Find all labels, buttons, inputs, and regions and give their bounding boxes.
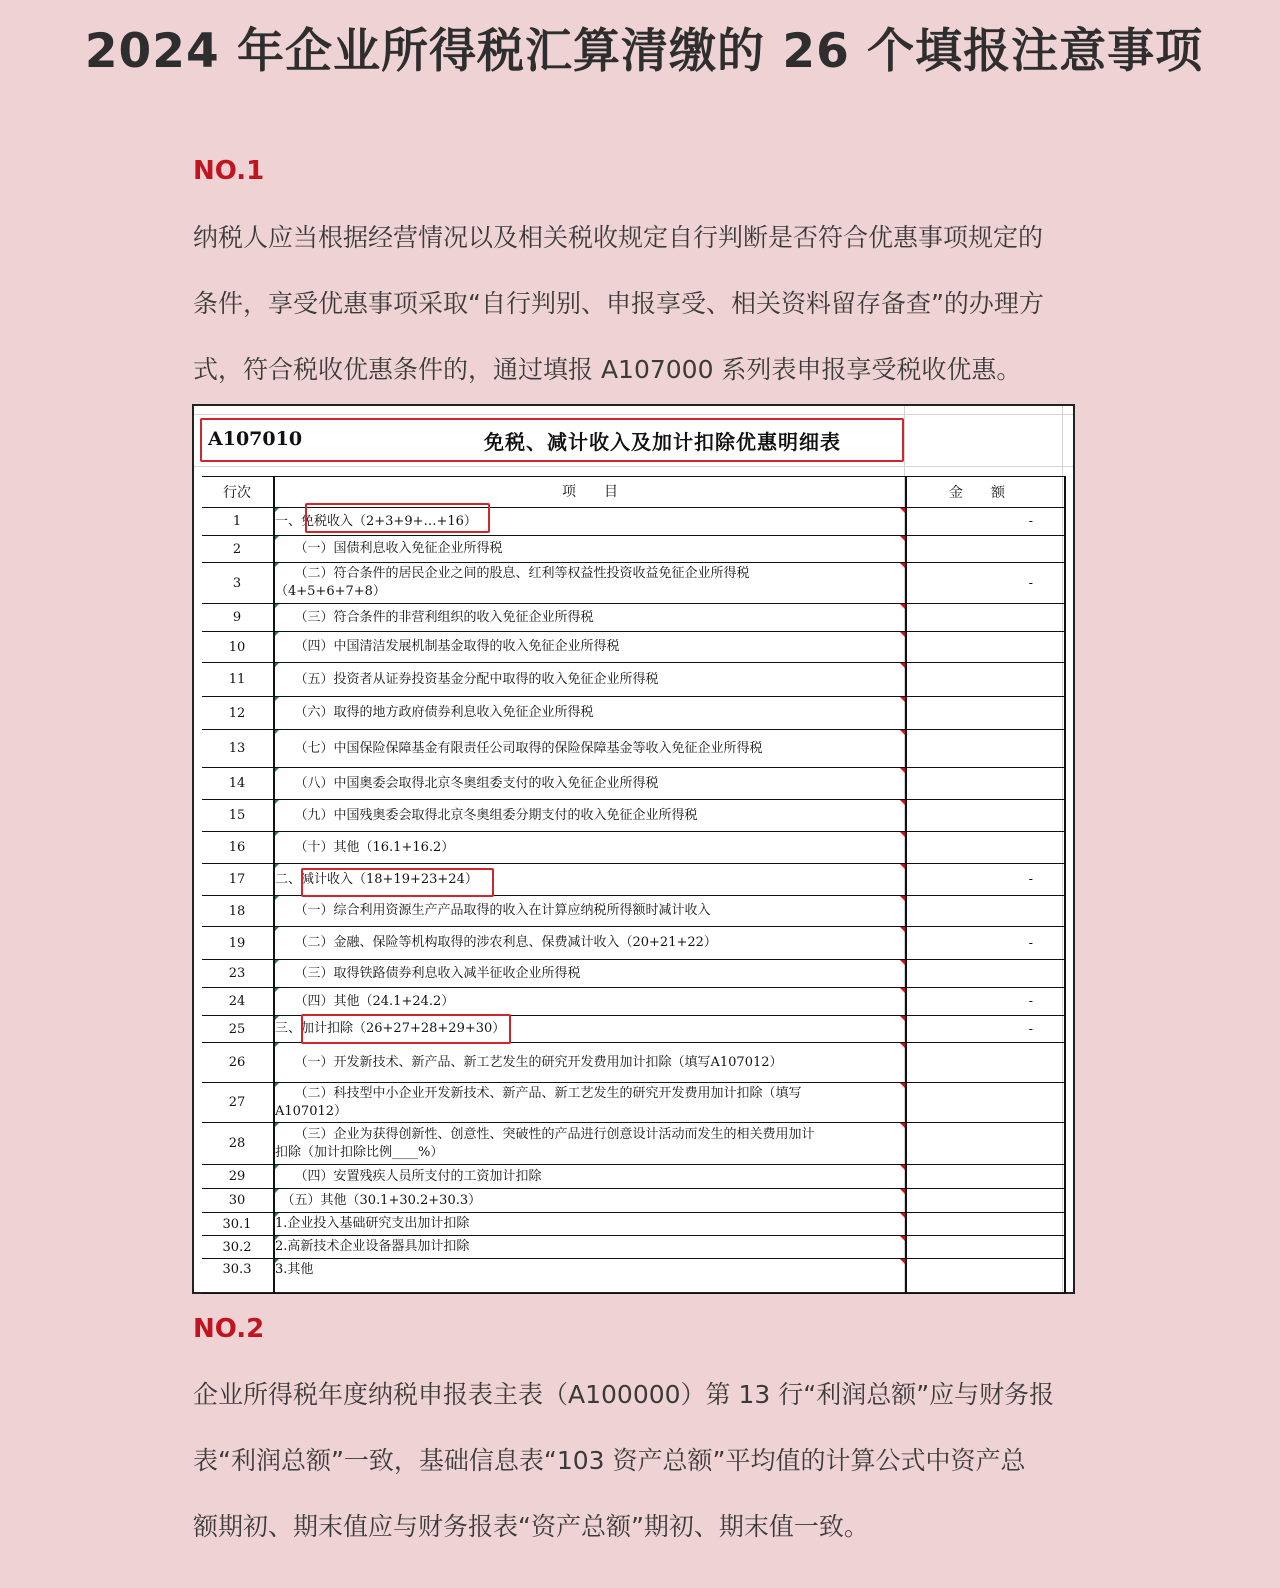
row-item: （四）中国清洁发展机制基金取得的收入免征企业所得税 (275, 639, 620, 654)
row-item: （二）符合条件的居民企业之间的股息、红利等权益性投资收益免征企业所得税 （4+5+6+7+8） (275, 566, 750, 599)
table-row (202, 1122, 1065, 1164)
cell-marker (274, 1083, 279, 1088)
row-item: （十）其他（16.1+16.2） (275, 839, 455, 855)
row-number: 11 (228, 672, 246, 687)
row-number: 9 (232, 610, 242, 625)
cell-marker (274, 508, 279, 513)
section-1-line: 条件，享受优惠事项采取“自行判别、申报享受、相关资料留存备查”的办理方 (193, 289, 1044, 318)
section-2-line: 额期初、期末值应与财务报表“资产总额”期初、期末值一致。 (193, 1512, 869, 1541)
table-row (202, 662, 1065, 696)
row-item: （一）开发新技术、新产品、新工艺发生的研究开发费用加计扣除（填写A107012） (275, 1054, 783, 1070)
row-number: 30 (228, 1193, 246, 1208)
cell-marker (274, 563, 279, 568)
table-row (202, 895, 1065, 926)
row-amount: - (1028, 872, 1033, 887)
table-row (202, 562, 1065, 603)
row-number: 24 (228, 994, 246, 1009)
row-number: 29 (228, 1169, 246, 1184)
row-item: （九）中国残奥委会取得北京冬奥组委分期支付的收入免征企业所得税 (275, 807, 698, 823)
row-amount (907, 663, 1047, 696)
row-amount (907, 1259, 1047, 1280)
row-number: 26 (228, 1055, 246, 1070)
cell-marker (274, 988, 279, 993)
row-number: 25 (228, 1021, 246, 1037)
cell-marker (274, 1236, 279, 1241)
row-amount (907, 730, 1047, 767)
header-row-number: 行次 (223, 485, 251, 501)
section-2-heading: NO.2 (193, 1314, 265, 1344)
row-item: 二、减计收入（18+19+23+24） (275, 871, 478, 887)
row-amount: - (1028, 1021, 1033, 1037)
row-amount (907, 832, 1047, 863)
table-row (202, 1258, 1065, 1280)
row-amount (907, 1213, 1047, 1235)
cell-marker (274, 604, 279, 609)
table-row (202, 1188, 1065, 1212)
table-row (202, 987, 1065, 1015)
row-number: 14 (228, 776, 246, 791)
page-title: 2024 年企业所得税汇算清缴的 26 个填报注意事项 (84, 24, 1204, 79)
table-row (202, 1042, 1065, 1082)
row-number: 3 (232, 575, 242, 591)
row-number: 2 (232, 541, 242, 557)
section-1-line: 纳税人应当根据经营情况以及相关税收规定自行判断是否符合优惠事项规定的 (193, 223, 1044, 252)
row-amount (907, 896, 1047, 926)
row-number: 30.2 (222, 1239, 252, 1255)
table-row (202, 1082, 1065, 1122)
row-item: （四）安置残疾人员所支付的工资加计扣除 (275, 1168, 542, 1184)
table-row (202, 1212, 1065, 1235)
cell-marker (274, 1189, 279, 1194)
table-row (202, 831, 1065, 863)
section-2-line: 企业所得税年度纳税申报表主表（A100000）第 13 行“利润总额”应与财务报 (193, 1380, 1055, 1409)
section-1-line: 式，符合税收优惠条件的，通过填报 A107000 系列表申报享受税收优惠。 (193, 355, 1022, 384)
row-number: 18 (228, 903, 246, 919)
row-amount (907, 768, 1047, 799)
cell-marker (274, 1016, 279, 1021)
row-item: （四）其他（24.1+24.2） (275, 993, 455, 1009)
row-number: 10 (228, 639, 246, 655)
row-number: 1 (232, 514, 242, 529)
row-amount (907, 1043, 1047, 1082)
row-item: 1.企业投入基础研究支出加计扣除 (275, 1216, 470, 1231)
row-amount (907, 536, 1047, 562)
header-item: 项 目 (562, 484, 618, 500)
row-amount: - (1028, 514, 1033, 529)
cell-marker (274, 730, 279, 735)
row-number: 28 (228, 1136, 246, 1151)
table-row (202, 729, 1065, 767)
cell-marker (274, 536, 279, 541)
row-amount (907, 1123, 1047, 1164)
row-item: 2.高新技术企业设备器具加计扣除 (275, 1239, 470, 1254)
table-row (202, 799, 1065, 831)
row-amount (907, 1165, 1047, 1188)
cell-marker (274, 1165, 279, 1170)
row-item: （三）取得铁路债券利息收入减半征收企业所得税 (275, 965, 581, 981)
row-amount (907, 800, 1047, 831)
row-number: 30.1 (222, 1216, 252, 1232)
table-row (202, 535, 1065, 562)
row-item: 一、免税收入（2+3+9+…+16） (275, 513, 477, 529)
form-name: 免税、减计收入及加计扣除优惠明细表 (484, 430, 841, 454)
row-amount (907, 1189, 1047, 1212)
row-item: 3.其他 (275, 1261, 314, 1277)
row-item: （八）中国奥委会取得北京冬奥组委支付的收入免征企业所得税 (275, 775, 659, 791)
form-code: A107010 (208, 428, 303, 450)
cell-marker (274, 1123, 279, 1128)
row-amount: - (1028, 575, 1033, 591)
row-amount (907, 604, 1047, 631)
cell-marker (274, 697, 279, 702)
row-item: （二）科技型中小企业开发新技术、新产品、新工艺发生的研究开发费用加计扣除（填写 A107012） (275, 1085, 802, 1119)
row-amount: - (1028, 994, 1033, 1009)
spreadsheet-screenshot (192, 404, 1075, 1294)
table-row (202, 959, 1065, 987)
cell-marker (274, 632, 279, 637)
table-row (202, 696, 1065, 729)
header-amount: 金 额 (949, 485, 1005, 501)
highlight-box-form-title (200, 418, 904, 462)
row-item: （五）其他（30.1+30.2+30.3） (275, 1192, 482, 1208)
row-number: 23 (228, 966, 246, 981)
row-amount (907, 1083, 1047, 1122)
row-item: （二）金融、保险等机构取得的涉农利息、保费减计收入（20+21+22） (275, 935, 717, 950)
row-number: 17 (228, 872, 246, 887)
cell-marker (274, 864, 279, 869)
row-amount (907, 960, 1047, 987)
section-1-heading: NO.1 (193, 156, 265, 186)
row-number: 27 (228, 1095, 246, 1110)
table-row (202, 767, 1065, 799)
row-item: 三、加计扣除（26+27+28+29+30） (275, 1021, 506, 1036)
section-1-paragraph (193, 205, 1088, 403)
cell-marker (274, 663, 279, 668)
section-2-line: 表“利润总额”一致，基础信息表“103 资产总额”平均值的计算公式中资产总 (193, 1446, 1026, 1475)
row-number: 19 (228, 935, 246, 951)
highlight-box-row-1 (305, 503, 490, 533)
row-item: （三）符合条件的非营利组织的收入免征企业所得税 (275, 609, 594, 625)
cell-marker (274, 800, 279, 805)
cell-marker (274, 1259, 279, 1264)
cell-marker (274, 832, 279, 837)
row-amount (907, 697, 1047, 729)
row-amount (907, 1236, 1047, 1258)
row-number: 12 (228, 705, 246, 721)
table-row (202, 926, 1065, 959)
section-2-paragraph (193, 1362, 1088, 1560)
table-row (202, 603, 1065, 631)
row-item: （三）企业为获得创新性、创意性、突破性的产品进行创意设计活动而发生的相关费用加计 扣除（加计扣除比例____%） (275, 1126, 815, 1160)
row-number: 13 (228, 741, 246, 756)
row-number: 16 (228, 840, 246, 855)
cell-marker (274, 1043, 279, 1048)
highlight-box-row-25 (301, 1014, 511, 1044)
row-item: （一）综合利用资源生产产品取得的收入在计算应纳税所得额时减计收入 (275, 903, 711, 918)
row-amount: - (1028, 935, 1033, 951)
table-row (202, 631, 1065, 662)
table-row (202, 1235, 1065, 1258)
row-number: 15 (228, 808, 246, 823)
table-row (202, 1164, 1065, 1188)
row-item: （一）国债利息收入免征企业所得税 (275, 541, 503, 556)
cell-marker (274, 960, 279, 965)
row-item: （六）取得的地方政府债券利息收入免征企业所得税 (275, 705, 594, 720)
form-table (202, 476, 1065, 1294)
row-amount (907, 632, 1047, 662)
cell-marker (274, 1213, 279, 1218)
highlight-box-row-17 (301, 868, 494, 897)
row-item: （七）中国保险保障基金有限责任公司取得的保险保障基金等收入免征企业所得税 (275, 740, 763, 756)
cell-marker (274, 768, 279, 773)
cell-marker (274, 927, 279, 932)
cell-marker (274, 896, 279, 901)
row-item: （五）投资者从证券投资基金分配中取得的收入免征企业所得税 (275, 671, 659, 687)
row-number: 30.3 (222, 1262, 252, 1277)
